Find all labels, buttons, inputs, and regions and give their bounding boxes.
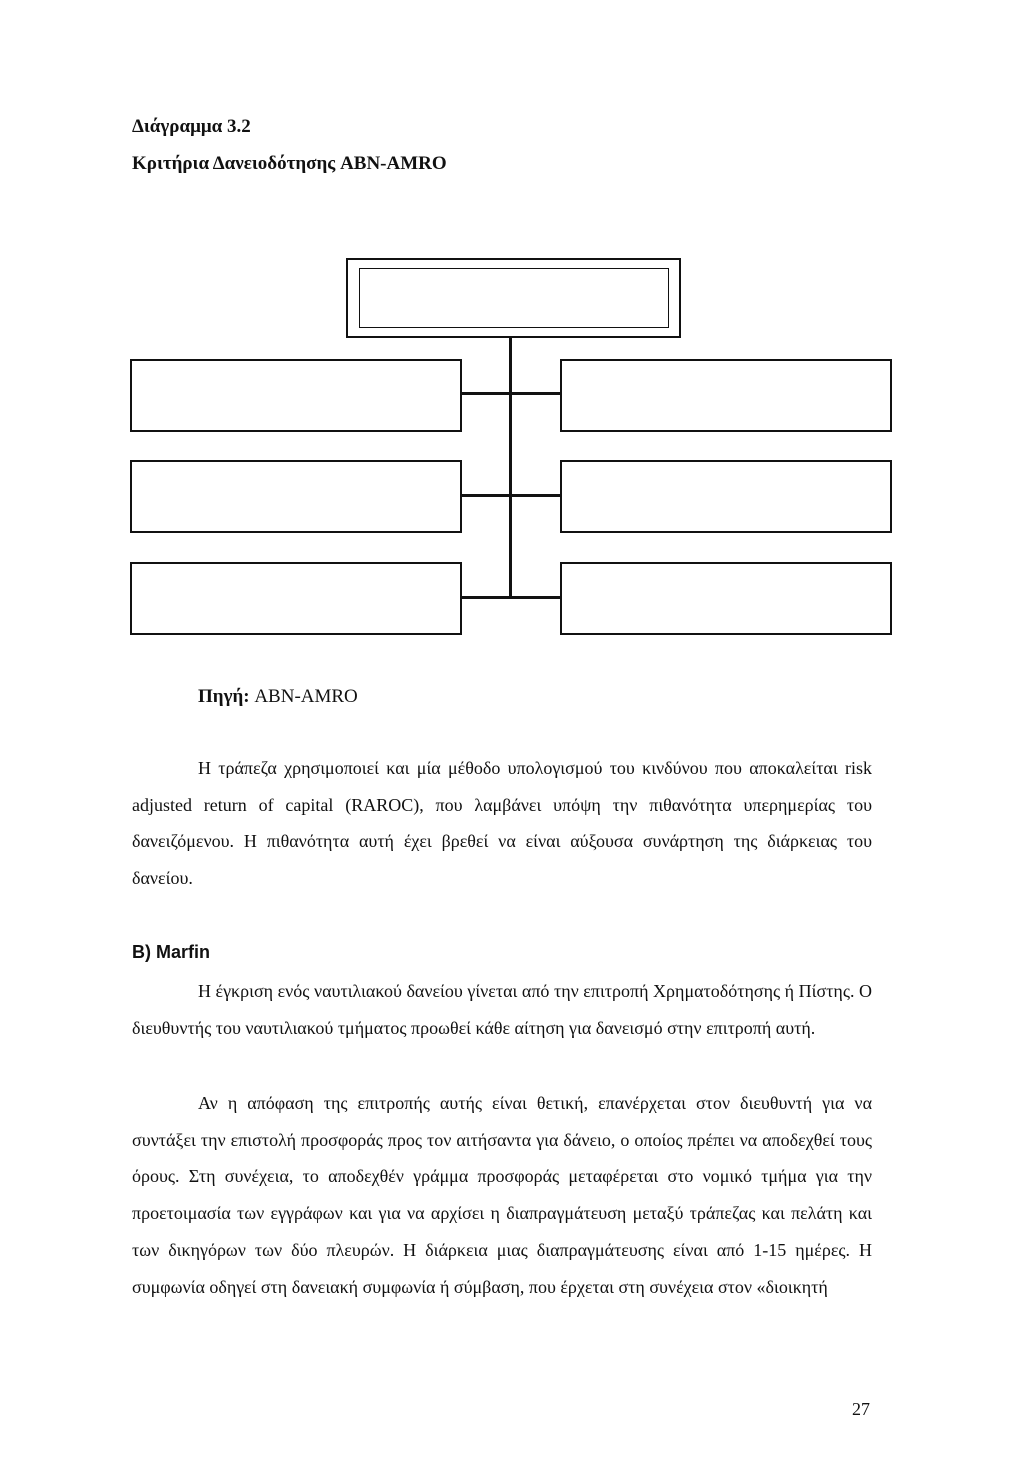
diagram-caption-title: Κριτήρια Δανειοδότησης ABN-AMRO	[132, 153, 447, 174]
paragraph-raroc-text: Η τράπεζα χρησιμοποιεί και μία μέθοδο υπολογισμού του κινδύνου που αποκαλείται risk adjusted return of capital (RAROC), που λαμβάνει υπόψη την πιθανότητα υπερημερίας του δανειζόμενου. Η πιθανότητα αυτή έχει βρεθεί να είναι αύξουσα συνάρτηση της διάρκειας του δανείου.	[132, 758, 872, 889]
diagram-box-right-1	[560, 359, 892, 432]
source-line	[198, 686, 358, 708]
diagram-box-left-3	[130, 562, 462, 635]
page-number: 27	[852, 1399, 870, 1419]
paragraph-marfin-approval-text: Η έγκριση ενός ναυτιλιακού δανείου γίνεται από την επιτροπή Χρηματοδότησης ή Πίστης. Ο διευθυντής του ναυτιλιακού τμήματος προωθεί κάθε αίτηση για δανεισμό στην επιτροπή αυτή.	[132, 981, 872, 1038]
paragraph-marfin-process-text: Αν η απόφαση της επιτροπής αυτής είναι θετική, επανέρχεται στον διευθυντή για να συντάξει την επιστολή προσφοράς προς τον αιτήσαντα για δάνειο, ο οποίος πρέπει να αποδεχθεί τους όρους. Στη συνέχεια, το αποδεχθέν γράμμα προσφοράς μεταφέρεται στο νομικό τμήμα για την προετοιμασία των εγγράφων και για να αρχίσει η διαπραγμάτευση μεταξύ τράπεζας και πελάτη και των δικηγόρων των δύο πλευρών. Η διάρκεια μιας διαπραγμάτευσης είναι από 1-15 ημέρες. Η συμφωνία οδηγεί στη δανειακή συμφωνία ή σύμβαση, που έρχεται στη συνέχεια στον «διοικητή	[132, 1093, 872, 1297]
source-label: Πηγή:	[198, 686, 250, 707]
diagram-box-right-3	[560, 562, 892, 635]
diagram-box-left-1	[130, 359, 462, 432]
source-value: ABN-AMRO	[254, 686, 358, 707]
paragraph-marfin-process	[132, 1085, 872, 1305]
section-heading-marfin: B) Marfin	[132, 942, 210, 962]
diagram-box-right-2	[560, 460, 892, 533]
diagram-box-left-2	[130, 460, 462, 533]
diagram-top-box-inner	[359, 268, 669, 328]
diagram-branch-line	[461, 596, 562, 599]
diagram-branch-line	[461, 494, 562, 497]
paragraph-raroc	[132, 750, 872, 897]
diagram-caption-number: Διάγραμμα 3.2	[132, 116, 251, 137]
paragraph-marfin-approval	[132, 973, 872, 1046]
diagram-branch-line	[461, 392, 562, 395]
diagram-trunk-line	[509, 338, 512, 598]
